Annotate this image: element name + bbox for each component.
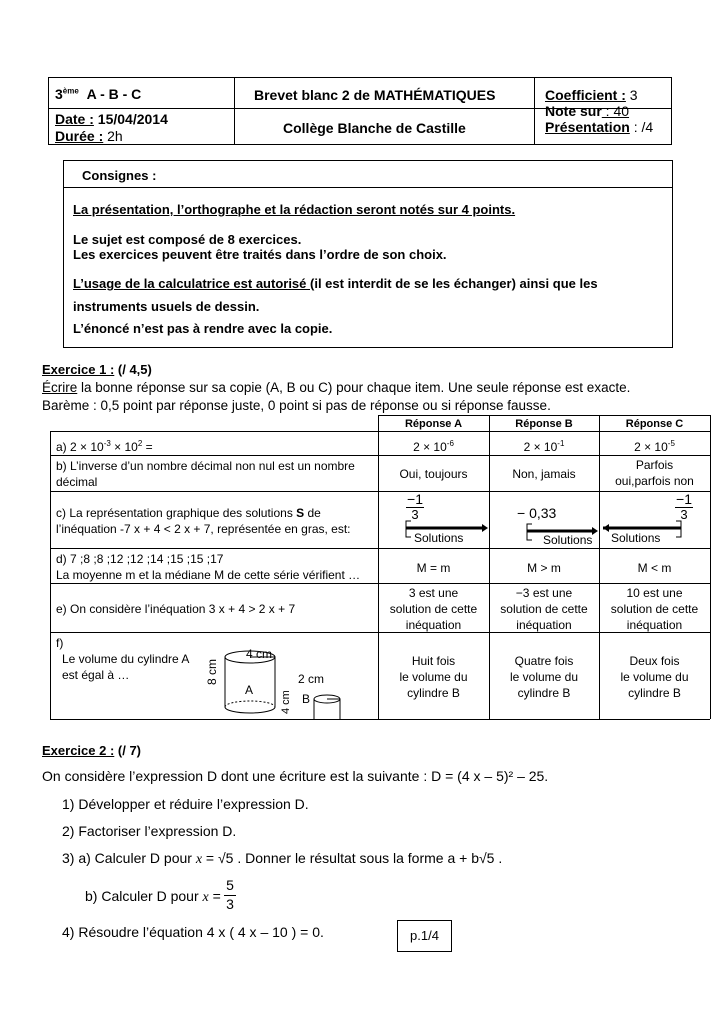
fraction-numerator: 5: [226, 877, 234, 893]
note-sur: Note sur : 40: [545, 103, 630, 119]
fraction-numerator: −1: [676, 491, 692, 507]
label-cylinder-a: A: [245, 683, 254, 697]
school-name: Collège Blanche de Castille: [283, 120, 466, 136]
fraction-denominator: 3: [680, 507, 688, 522]
exercise-1-title: Exercice 1 : (/ 4,5): [42, 362, 152, 377]
instructions-box: [63, 160, 673, 348]
answer-a-C: $2 \times 10^{-5}$: [634, 439, 675, 454]
instruction-line: L’énoncé n’est pas à rendre avec la copie.: [73, 321, 333, 336]
qcm-table: [50, 415, 710, 720]
answer-c-A: [378, 491, 489, 548]
answer-c-C: [599, 491, 710, 548]
exercise-1-bareme: Barème : 0,5 point par réponse juste, 0 point si pas de réponse ou si réponse fausse.: [42, 398, 551, 413]
fraction-numerator: −1: [407, 491, 423, 507]
question-f: Le volume du cylindre A est égal à …: [62, 652, 190, 682]
exercise-2-intro: On considère l’expression D dont une écriture est la suivante : D = (4 x – 5)² – 25.: [42, 768, 549, 784]
question-d: d) 7 ;8 ;8 ;12 ;12 ;14 ;15 ;15 ;17 La moyenne m et la médiane M de cette série vérifient …: [56, 552, 361, 582]
answer-e-C: 10 est une solution de cette inéquation: [610, 586, 699, 632]
answer-a-A: $2 \times 10^{-6}$: [413, 439, 454, 454]
exercise-2-q2: 2) Factoriser l’expression D.: [62, 823, 237, 839]
header-table: [48, 77, 672, 145]
exercise-2-q3a: 3) a) Calculer D pour x = √5 . Donner le résultat sous la forme a + b√5 .: [62, 850, 503, 867]
exercise-2-title: Exercice 2 : (/ 7): [42, 743, 142, 758]
exercise-1-instructions: Écrire la bonne réponse sur sa copie (A, B ou C) pour chaque item. Une seule réponse est exacte.: [42, 380, 631, 395]
instruction-line: La présentation, l’orthographe et la rédaction seront notés sur 4 points.: [73, 202, 516, 217]
fraction-denominator: 3: [411, 507, 419, 522]
boundary-value: − 0,33: [517, 505, 557, 521]
label-cylinder-b: B: [302, 692, 311, 706]
instruction-line: L’usage de la calculatrice est autorisé (il est interdit de se les échanger) ainsi que les: [73, 276, 598, 291]
label-radius-b: 2 cm: [298, 672, 325, 686]
exam-title: Brevet blanc 2 de MATHÉMATIQUES: [254, 87, 496, 103]
instruction-line: Les exercices peuvent être traités dans l’ordre de son choix.: [73, 247, 447, 262]
instructions-title: Consignes :: [82, 168, 157, 183]
col-header-c: Réponse C: [625, 418, 684, 430]
question-b: b) L’inverse d’un nombre décimal non nul est un nombre décimal: [56, 459, 355, 489]
answer-b-A: Oui, toujours: [399, 467, 468, 481]
question-e: e) On considère l’inéquation 3 x + 4 > 2 x + 7: [56, 602, 296, 616]
solutions-label: Solutions: [543, 533, 593, 547]
instruction-line: instruments usuels de dessin.: [73, 299, 260, 314]
solutions-label: Solutions: [611, 531, 661, 545]
answer-d-B: M > m: [527, 561, 561, 575]
answer-e-B: −3 est une solution de cette inéquation: [500, 586, 588, 632]
exam-duration: Durée : 2h: [55, 128, 123, 144]
question-a: a) $2 \times 10^{-3} \times 10^2$ =: [56, 439, 153, 454]
answer-b-C: Parfois oui,parfois non: [615, 458, 694, 488]
exercise-2-q4: 4) Résoudre l’équation 4 x ( 4 x – 10 ) = 0.: [62, 924, 324, 940]
col-header-b: Réponse B: [515, 418, 573, 430]
answer-a-B: $2 \times 10^{-1}$: [523, 439, 565, 454]
solutions-label: Solutions: [414, 531, 464, 545]
exercise-2-q3b: b) Calculer D pour x =: [85, 888, 221, 905]
page-number: p.1/4: [397, 920, 452, 952]
answer-b-B: Non, jamais: [512, 467, 576, 481]
answer-f-A: Huit fois le volume du cylindre B: [399, 654, 468, 700]
class-label: 3ème A - B - C: [55, 86, 142, 102]
instruction-line: Le sujet est composé de 8 exercices.: [73, 232, 302, 247]
coefficient: Coefficient : 3: [545, 87, 638, 103]
exam-date: Date : 15/04/2014: [55, 111, 168, 127]
label-height-b: 4 cm: [280, 690, 292, 714]
label-height-a: 8 cm: [205, 658, 219, 685]
col-header-a: Réponse A: [404, 418, 463, 430]
question-f-label: f): [56, 636, 64, 650]
answer-f-B: Quatre fois le volume du cylindre B: [509, 654, 579, 700]
answer-e-A: 3 est une solution de cette inéquation: [389, 586, 478, 632]
fraction-denominator: 3: [226, 896, 234, 912]
answer-f-C: Deux fois le volume du cylindre B: [620, 654, 689, 700]
answer-d-C: M < m: [637, 561, 672, 575]
exercise-2-q1: 1) Développer et réduire l’expression D.: [62, 796, 309, 812]
answer-d-A: M = m: [416, 561, 451, 575]
label-radius-a: 4 cm: [246, 647, 273, 661]
question-c: c) La représentation graphique des solutions S de l’inéquation -7 x + 4 < 2 x + 7, représentée en gras, est:: [56, 506, 351, 536]
presentation: Présentation : /4: [545, 119, 654, 135]
answer-c-B: [489, 491, 599, 548]
